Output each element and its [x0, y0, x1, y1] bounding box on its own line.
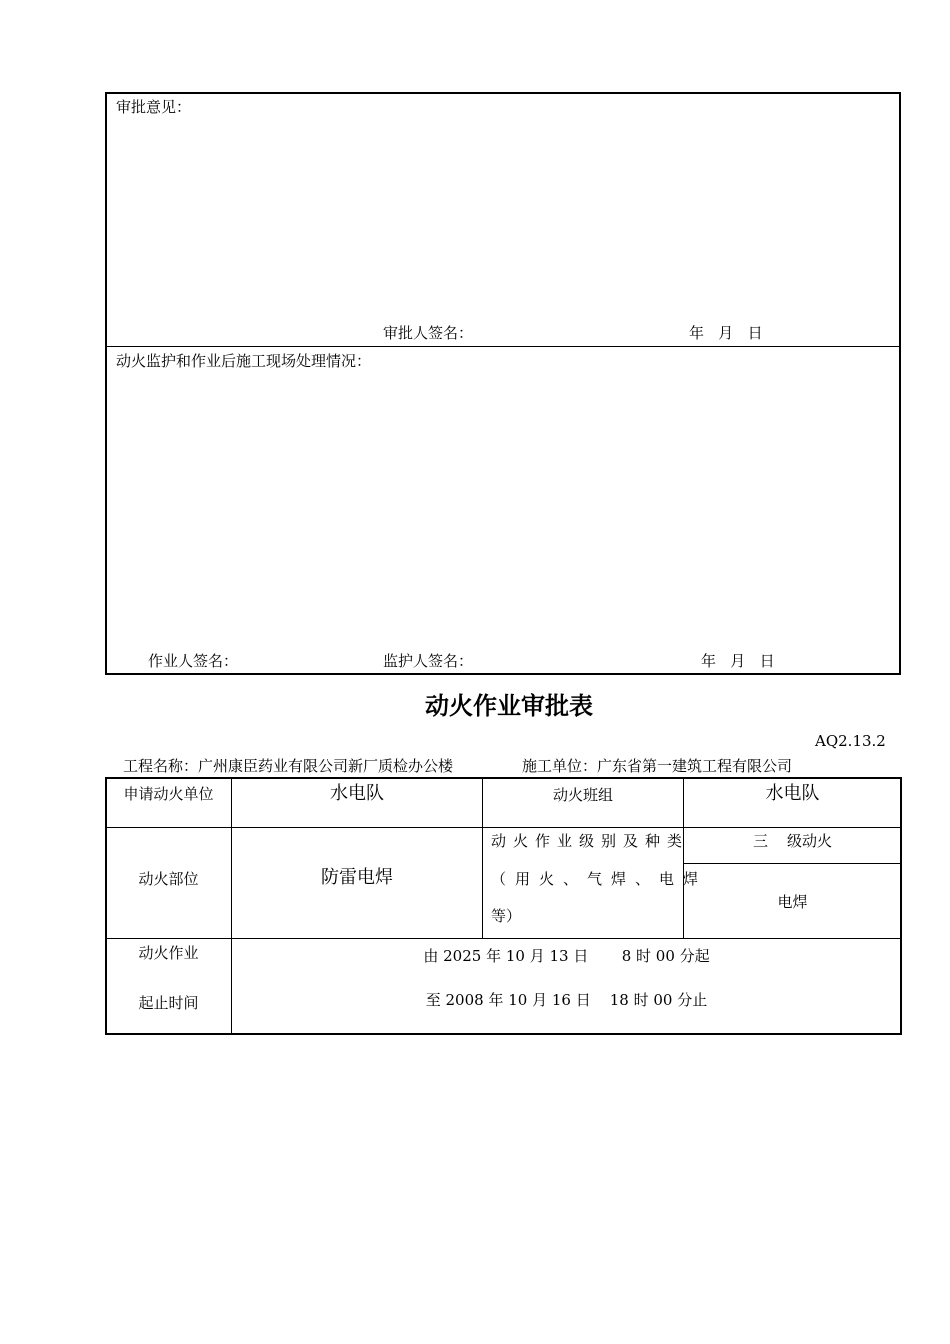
level-label-line2: （用火、气焊、电焊 — [491, 870, 708, 888]
approver-signature-label: 审批人签名： — [383, 324, 474, 342]
guardian-signature-label: 监护人签名： — [383, 652, 474, 670]
level-label-line1: 动火作业级别及种类 — [491, 832, 690, 850]
approval-date-label: 年 月 日 — [689, 324, 763, 342]
location-label: 动火部位 — [138, 870, 199, 888]
level-label-line3: 等） — [491, 907, 522, 925]
table-row-divider — [105, 827, 902, 828]
apply-unit-value: 水电队 — [330, 783, 384, 804]
type-value: 电焊 — [777, 893, 808, 911]
team-label: 动火班组 — [552, 786, 613, 804]
project-name: 工程名称：广州康臣药业有限公司新厂质检办公楼 — [123, 757, 454, 775]
form-code: AQ2.13.2 — [815, 732, 886, 750]
table-row-divider — [105, 938, 902, 939]
approval-opinion-label: 审批意见： — [116, 98, 192, 116]
worker-signature-label: 作业人签名： — [148, 652, 239, 670]
time-from: 由 2025 年 10 月 13 日 8 时 00 分起 — [423, 947, 710, 965]
location-value: 防雷电焊 — [321, 867, 393, 888]
time-label-line1: 动火作业 — [138, 944, 199, 962]
team-value: 水电队 — [765, 783, 820, 804]
form-title: 动火作业审批表 — [425, 692, 593, 720]
level-value: 三 级动火 — [752, 832, 833, 850]
site-date-label: 年 月 日 — [701, 652, 775, 670]
approval-box — [105, 92, 901, 675]
section-divider — [105, 346, 901, 347]
time-label-line2: 起止时间 — [138, 994, 199, 1012]
table-row-divider — [684, 863, 902, 864]
site-handling-label: 动火监护和作业后施工现场处理情况： — [116, 352, 372, 370]
contractor-name: 施工单位：广东省第一建筑工程有限公司 — [522, 757, 793, 775]
apply-unit-label: 申请动火单位 — [123, 785, 214, 803]
time-to: 至 2008 年 10 月 16 日 18 时 00 分止 — [425, 991, 708, 1009]
